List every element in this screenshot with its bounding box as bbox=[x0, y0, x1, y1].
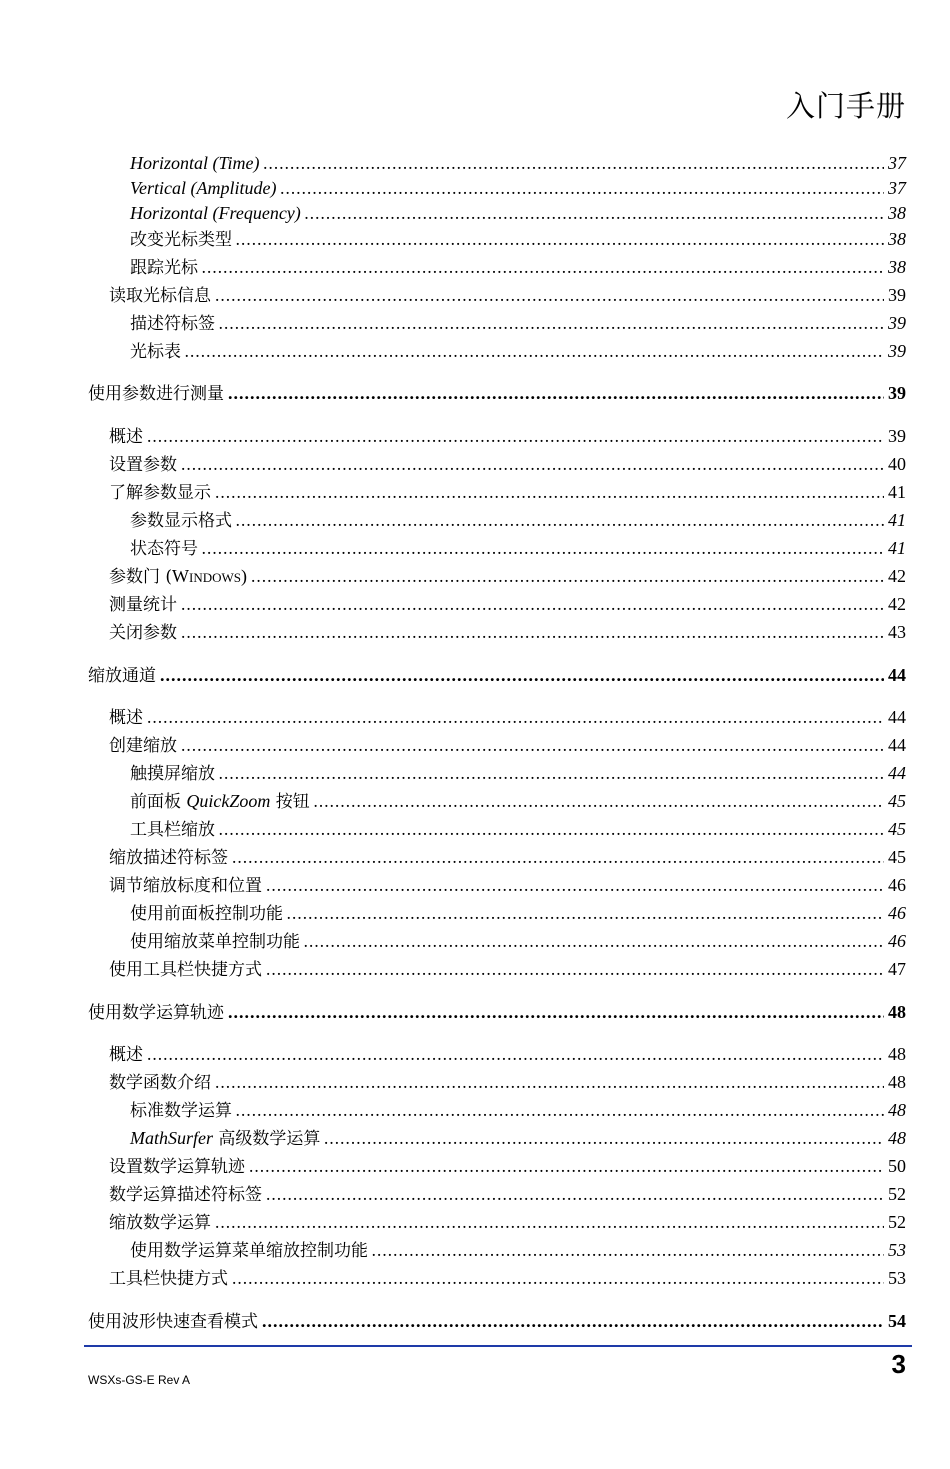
toc-page-number: 41 bbox=[888, 510, 906, 530]
toc-page-number: 48 bbox=[888, 1072, 906, 1092]
toc-entry-title: 读取光标信息 bbox=[109, 286, 211, 306]
toc-section-entry[interactable] bbox=[88, 1308, 906, 1334]
toc-leader-dots bbox=[181, 591, 884, 617]
toc-leader-dots bbox=[202, 535, 884, 561]
toc-page-number: 42 bbox=[888, 566, 906, 586]
toc-entry[interactable] bbox=[130, 507, 906, 533]
toc-entry-title: 数学运算描述符标签 bbox=[109, 1185, 262, 1205]
toc-section-title: 使用参数进行测量 bbox=[88, 384, 224, 404]
toc-entry[interactable] bbox=[109, 591, 906, 617]
toc-page-number: 42 bbox=[888, 594, 906, 614]
footer-document-code: WSXs-GS-E Rev A bbox=[88, 1373, 191, 1387]
toc-page-number: 54 bbox=[888, 1311, 906, 1331]
toc-page-number: 37 bbox=[888, 153, 906, 173]
toc-page-number: 53 bbox=[888, 1268, 906, 1288]
toc-page-number: 46 bbox=[888, 875, 906, 895]
toc-title-part: W bbox=[172, 566, 190, 586]
toc-entry-title: 使用数学运算菜单缩放控制功能 bbox=[130, 1241, 368, 1261]
toc-entry[interactable] bbox=[130, 760, 906, 786]
toc-page-number: 38 bbox=[888, 203, 906, 223]
toc-leader-dots bbox=[219, 816, 884, 842]
toc-leader-dots bbox=[147, 1041, 884, 1067]
toc-leader-dots bbox=[219, 760, 884, 786]
toc-title-part: QuickZoom bbox=[186, 791, 271, 811]
toc-entry[interactable] bbox=[109, 479, 906, 505]
toc-entry-title bbox=[130, 788, 310, 815]
toc-entry-title: 使用工具栏快捷方式 bbox=[109, 960, 262, 980]
toc-entry-title: Horizontal (Frequency) bbox=[130, 203, 301, 223]
toc-entry[interactable] bbox=[109, 423, 906, 449]
toc-entry-title: 描述符标签 bbox=[130, 314, 215, 334]
toc-page-number: 43 bbox=[888, 622, 906, 642]
toc-page-number: 48 bbox=[888, 1044, 906, 1064]
toc-leader-dots bbox=[181, 732, 884, 758]
toc-page-number: 53 bbox=[888, 1240, 906, 1260]
toc-entry-title: 参数显示格式 bbox=[130, 511, 232, 531]
toc-page-number: 41 bbox=[888, 538, 906, 558]
toc-page-number: 39 bbox=[888, 341, 906, 361]
toc-section-entry[interactable] bbox=[88, 662, 906, 688]
toc-entry[interactable] bbox=[109, 282, 906, 308]
toc-entry[interactable] bbox=[109, 1153, 906, 1179]
toc-leader-dots bbox=[147, 704, 884, 730]
toc-title-part: INDOWS bbox=[189, 570, 242, 585]
toc-entry-title: 标准数学运算 bbox=[130, 1101, 232, 1121]
toc-page-number: 48 bbox=[888, 1100, 906, 1120]
toc-leader-dots bbox=[372, 1237, 884, 1263]
toc-leader-dots bbox=[264, 150, 884, 176]
toc-leader-dots bbox=[249, 1153, 884, 1179]
toc-leader-dots bbox=[236, 1097, 884, 1123]
toc-section-title: 使用波形快速查看模式 bbox=[88, 1312, 258, 1332]
toc-entry-title: 概述 bbox=[109, 1045, 143, 1065]
toc-leader-dots bbox=[232, 844, 884, 870]
toc-title-part: 前面板 bbox=[130, 792, 187, 812]
toc-entry[interactable] bbox=[130, 1097, 906, 1123]
toc-entry-title: Vertical (Amplitude) bbox=[130, 178, 277, 198]
toc-entry[interactable] bbox=[130, 175, 906, 201]
toc-page-number: 38 bbox=[888, 257, 906, 277]
toc-leader-dots bbox=[228, 999, 884, 1025]
toc-entry-title: 了解参数显示 bbox=[109, 483, 211, 503]
toc-entry[interactable] bbox=[130, 900, 906, 926]
toc-entry[interactable] bbox=[130, 535, 906, 561]
toc-title-part: MathSurfer bbox=[130, 1128, 213, 1148]
toc-leader-dots bbox=[215, 1069, 884, 1095]
toc-page-number: 39 bbox=[888, 426, 906, 446]
toc-entry-title: 状态符号 bbox=[130, 539, 198, 559]
toc-leader-dots bbox=[266, 1181, 884, 1207]
toc-entry-title bbox=[109, 563, 247, 591]
toc-leader-dots bbox=[215, 1209, 884, 1235]
toc-entry-title: 使用缩放菜单控制功能 bbox=[130, 932, 300, 952]
toc-title-part: 参数门 ( bbox=[109, 567, 173, 587]
toc-leader-dots bbox=[280, 175, 884, 201]
toc-entry[interactable] bbox=[109, 1181, 906, 1207]
toc-page-number: 40 bbox=[888, 454, 906, 474]
footer-page-number: 3 bbox=[891, 1349, 906, 1379]
toc-entry[interactable] bbox=[109, 1265, 906, 1291]
toc-entry-title: 调节缩放标度和位置 bbox=[109, 876, 262, 896]
toc-entry-title: 触摸屏缩放 bbox=[130, 764, 215, 784]
toc-entry-title: 跟踪光标 bbox=[130, 258, 198, 278]
toc-section-title: 缩放通道 bbox=[88, 666, 156, 686]
toc-entry-title: 关闭参数 bbox=[109, 623, 177, 643]
toc-entry-title: 设置参数 bbox=[109, 455, 177, 475]
toc-leader-dots bbox=[147, 423, 884, 449]
toc-leader-dots bbox=[228, 380, 884, 406]
toc-leader-dots bbox=[314, 788, 884, 814]
toc-entry[interactable] bbox=[109, 451, 906, 477]
toc-entry[interactable] bbox=[130, 928, 906, 954]
toc-page-number: 45 bbox=[888, 791, 906, 811]
toc-entry[interactable] bbox=[109, 872, 906, 898]
toc-entry[interactable] bbox=[109, 956, 906, 982]
toc-leader-dots bbox=[266, 872, 884, 898]
toc-page-number: 45 bbox=[888, 847, 906, 867]
toc-entry[interactable] bbox=[130, 150, 906, 176]
toc-entry-title bbox=[130, 1125, 320, 1152]
toc-leader-dots bbox=[287, 900, 884, 926]
toc-leader-dots bbox=[185, 338, 884, 364]
toc-page-number: 50 bbox=[888, 1156, 906, 1176]
toc-page-number: 38 bbox=[888, 229, 906, 249]
toc-leader-dots bbox=[219, 310, 884, 336]
toc-entry[interactable] bbox=[130, 1125, 906, 1151]
toc-entry[interactable] bbox=[130, 788, 906, 814]
toc-page-number: 39 bbox=[888, 313, 906, 333]
toc-leader-dots bbox=[215, 479, 884, 505]
toc-page-number: 52 bbox=[888, 1212, 906, 1232]
toc-entry-title: 改变光标类型 bbox=[130, 230, 232, 250]
toc-leader-dots bbox=[305, 200, 884, 226]
page-header-title: 入门手册 bbox=[785, 89, 906, 123]
toc-entry-title: 数学函数介绍 bbox=[109, 1073, 211, 1093]
toc-leader-dots bbox=[266, 956, 884, 982]
toc-entry-title: 工具栏快捷方式 bbox=[109, 1269, 228, 1289]
toc-entry[interactable] bbox=[130, 310, 906, 336]
toc-entry[interactable] bbox=[109, 1041, 906, 1067]
toc-entry[interactable] bbox=[109, 1069, 906, 1095]
toc-page-number: 52 bbox=[888, 1184, 906, 1204]
toc-page-number: 46 bbox=[888, 931, 906, 951]
toc-page-number: 44 bbox=[888, 665, 906, 685]
toc-entry-title: 缩放描述符标签 bbox=[109, 848, 228, 868]
toc-page-number: 37 bbox=[888, 178, 906, 198]
toc-entry[interactable] bbox=[109, 563, 906, 589]
toc-entry-title: 概述 bbox=[109, 708, 143, 728]
toc-section-entry[interactable] bbox=[88, 999, 906, 1025]
toc-page-number: 41 bbox=[888, 482, 906, 502]
toc-leader-dots bbox=[262, 1308, 884, 1334]
toc-entry-title: 光标表 bbox=[130, 342, 181, 362]
toc-leader-dots bbox=[236, 507, 884, 533]
toc-page-number: 48 bbox=[888, 1128, 906, 1148]
toc-entry-title: 缩放数学运算 bbox=[109, 1213, 211, 1233]
toc-section-title: 使用数学运算轨迹 bbox=[88, 1003, 224, 1023]
toc-entry-title: 测量统计 bbox=[109, 595, 177, 615]
toc-leader-dots bbox=[160, 662, 884, 688]
toc-leader-dots bbox=[215, 282, 884, 308]
toc-leader-dots bbox=[236, 226, 884, 252]
toc-entry[interactable] bbox=[130, 200, 906, 226]
toc-entry-title: 使用前面板控制功能 bbox=[130, 904, 283, 924]
toc-entry-title: 概述 bbox=[109, 427, 143, 447]
toc-entry[interactable] bbox=[109, 1209, 906, 1235]
toc-page-number: 46 bbox=[888, 903, 906, 923]
toc-entry-title: 设置数学运算轨迹 bbox=[109, 1157, 245, 1177]
toc-entry[interactable] bbox=[109, 732, 906, 758]
toc-entry[interactable] bbox=[130, 1237, 906, 1263]
toc-entry-title: Horizontal (Time) bbox=[130, 153, 260, 173]
toc-section-entry[interactable] bbox=[88, 380, 906, 406]
toc-entry[interactable] bbox=[109, 619, 906, 645]
toc-title-part: ) bbox=[241, 566, 248, 586]
toc-page-number: 39 bbox=[888, 383, 906, 403]
toc-entry[interactable] bbox=[109, 844, 906, 870]
toc-page-number: 48 bbox=[888, 1002, 906, 1022]
toc-leader-dots bbox=[181, 619, 884, 645]
toc-page-number: 44 bbox=[888, 735, 906, 755]
toc-title-part: 高级数学运算 bbox=[213, 1129, 321, 1149]
toc-page-number: 44 bbox=[888, 763, 906, 783]
toc-title-part: 按钮 bbox=[270, 792, 310, 812]
toc-entry-title: 工具栏缩放 bbox=[130, 820, 215, 840]
toc-entry[interactable] bbox=[130, 254, 906, 280]
toc-page-number: 45 bbox=[888, 819, 906, 839]
footer-divider bbox=[84, 1345, 912, 1347]
toc-leader-dots bbox=[324, 1125, 884, 1151]
toc-leader-dots bbox=[181, 451, 884, 477]
toc-page-number: 44 bbox=[888, 707, 906, 727]
toc-leader-dots bbox=[202, 254, 884, 280]
toc-leader-dots bbox=[304, 928, 884, 954]
toc-page-number: 39 bbox=[888, 285, 906, 305]
toc-leader-dots bbox=[232, 1265, 884, 1291]
toc-leader-dots bbox=[251, 563, 884, 589]
toc-page-number: 47 bbox=[888, 959, 906, 979]
toc-entry[interactable] bbox=[130, 338, 906, 364]
toc-entry[interactable] bbox=[130, 226, 906, 252]
toc-entry[interactable] bbox=[130, 816, 906, 842]
toc-entry[interactable] bbox=[109, 704, 906, 730]
toc-entry-title: 创建缩放 bbox=[109, 736, 177, 756]
